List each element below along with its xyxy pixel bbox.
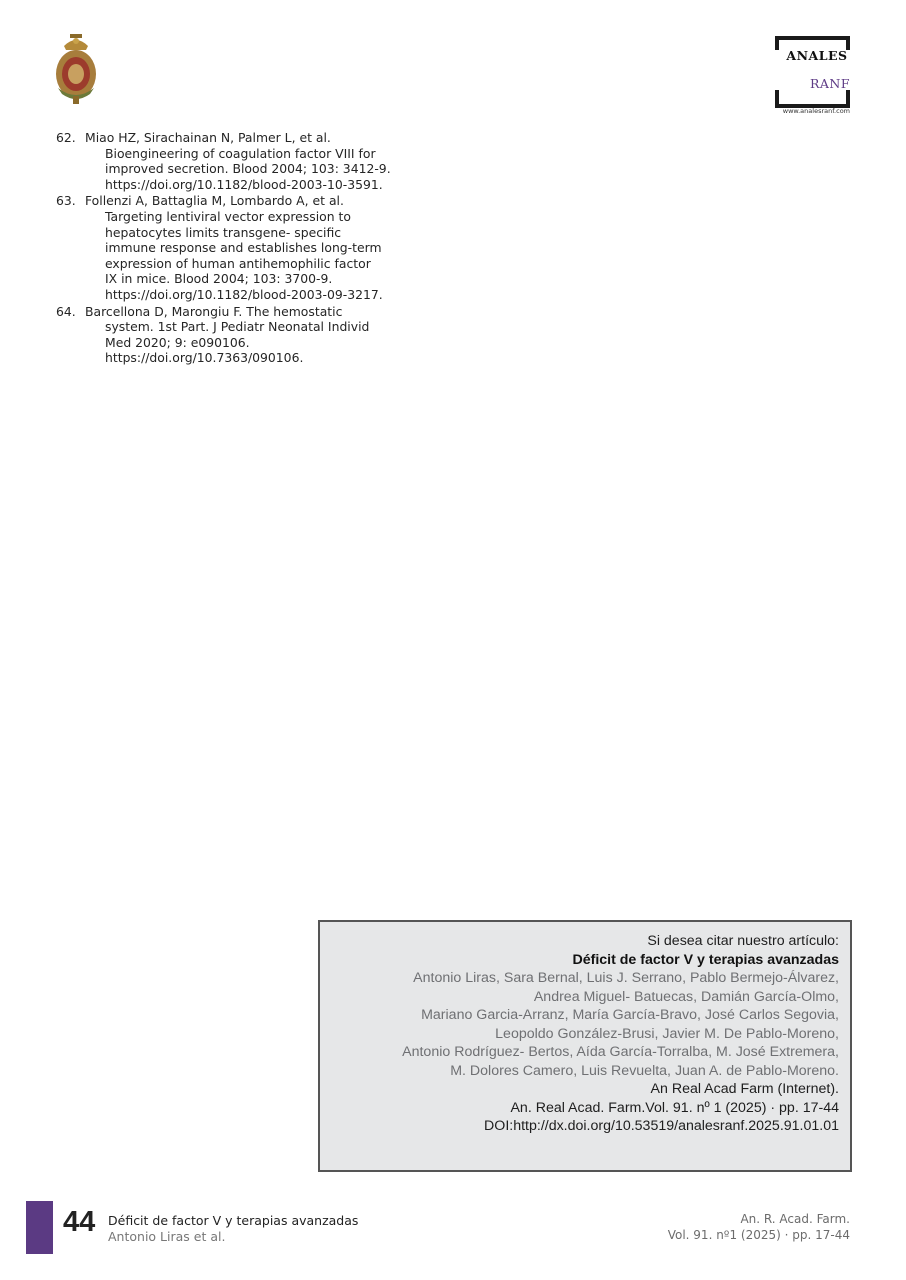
academy-crest-icon bbox=[50, 32, 102, 106]
page-number: 44 bbox=[63, 1206, 96, 1238]
citation-author-line: M. Dolores Camero, Luis Revuelta, Juan A. de Pablo-Moreno. bbox=[450, 1062, 839, 1079]
logo-ranf: RANF bbox=[809, 76, 850, 91]
logo-anales: ANALES bbox=[786, 48, 848, 63]
reference-line: Miao HZ, Sirachainan N, Palmer L, et al. bbox=[85, 130, 331, 145]
citation-journal: An Real Acad Farm (Internet). bbox=[650, 1081, 839, 1097]
reference-line: Bioengineering of coagulation factor VIII for bbox=[105, 145, 376, 161]
reference-line: Med 2020; 9: e090106. bbox=[105, 334, 250, 350]
citation-box bbox=[318, 920, 852, 1172]
reference-number: 62. bbox=[56, 130, 76, 145]
reference-line: system. 1st Part. J Pediatr Neonatal Individ bbox=[105, 319, 370, 335]
citation-author-line: Andrea Miguel- Batuecas, Damián García-Olmo, bbox=[533, 988, 839, 1005]
reference-line: Targeting lentiviral vector expression to bbox=[105, 208, 351, 224]
citation-intro: Si desea citar nuestro artículo: bbox=[647, 933, 839, 949]
footer-accent-bar bbox=[26, 1201, 53, 1254]
citation-author-line: Antonio Rodríguez- Bertos, Aída García-Torralba, M. José Extremera, bbox=[402, 1044, 839, 1060]
reference-line: immune response and establishes long-term bbox=[105, 240, 382, 256]
footer-article-title: Déficit de factor V y terapias avanzadas bbox=[108, 1213, 359, 1228]
footer-journal-abbrev: An. R. Acad. Farm. bbox=[740, 1212, 850, 1226]
reference-line: IX in mice. Blood 2004; 103: 3700-9. bbox=[105, 271, 333, 287]
citation-author-line: Mariano Garcia-Arranz, María García-Bravo, José Carlos Segovia, bbox=[421, 1007, 839, 1023]
reference-line: Follenzi A, Battaglia M, Lombardo A, et al. bbox=[85, 193, 344, 209]
reference-62 bbox=[56, 130, 436, 192]
footer-volume-info: Vol. 91. nº1 (2025) · pp. 17-44 bbox=[667, 1228, 850, 1242]
reference-63 bbox=[56, 193, 436, 302]
reference-number: 63. bbox=[56, 193, 76, 209]
logo-frame-bottom bbox=[775, 90, 850, 108]
journal-logo bbox=[740, 34, 852, 118]
reference-doi-link[interactable]: https://doi.org/10.7363/090106. bbox=[105, 350, 304, 366]
reference-list bbox=[56, 130, 436, 367]
reference-line: improved secretion. Blood 2004; 103: 3412-9. bbox=[105, 161, 391, 177]
citation-author-line: Leopoldo González-Brusi, Javier M. De Pablo-Moreno, bbox=[495, 1025, 839, 1042]
reference-doi-link[interactable]: https://doi.org/10.1182/blood-2003-09-3217. bbox=[105, 286, 383, 302]
citation-authors bbox=[320, 969, 839, 1080]
reference-line: Barcellona D, Marongiu F. The hemostatic bbox=[85, 303, 343, 319]
reference-line: hepatocytes limits transgene- specific bbox=[105, 224, 342, 240]
footer-authors: Antonio Liras et al. bbox=[108, 1229, 226, 1244]
reference-line: expression of human antihemophilic factor bbox=[105, 255, 371, 271]
citation-volume: An. Real Acad. Farm.Vol. 91. nº 1 (2025) · pp. 17-44 bbox=[510, 1099, 839, 1116]
reference-64 bbox=[56, 304, 436, 366]
citation-author-line: Antonio Liras, Sara Bernal, Luis J. Serrano, Pablo Bermejo-Álvarez, bbox=[413, 970, 839, 986]
logo-url: www.analesranf.com bbox=[782, 107, 850, 115]
citation-title: Déficit de factor V y terapias avanzadas bbox=[572, 951, 839, 968]
reference-doi-link[interactable]: https://doi.org/10.1182/blood-2003-10-3591. bbox=[105, 176, 383, 192]
reference-number: 64. bbox=[56, 303, 76, 319]
citation-doi-link[interactable]: DOI:http://dx.doi.org/10.53519/analesranf.2025.91.01.01 bbox=[484, 1118, 839, 1134]
